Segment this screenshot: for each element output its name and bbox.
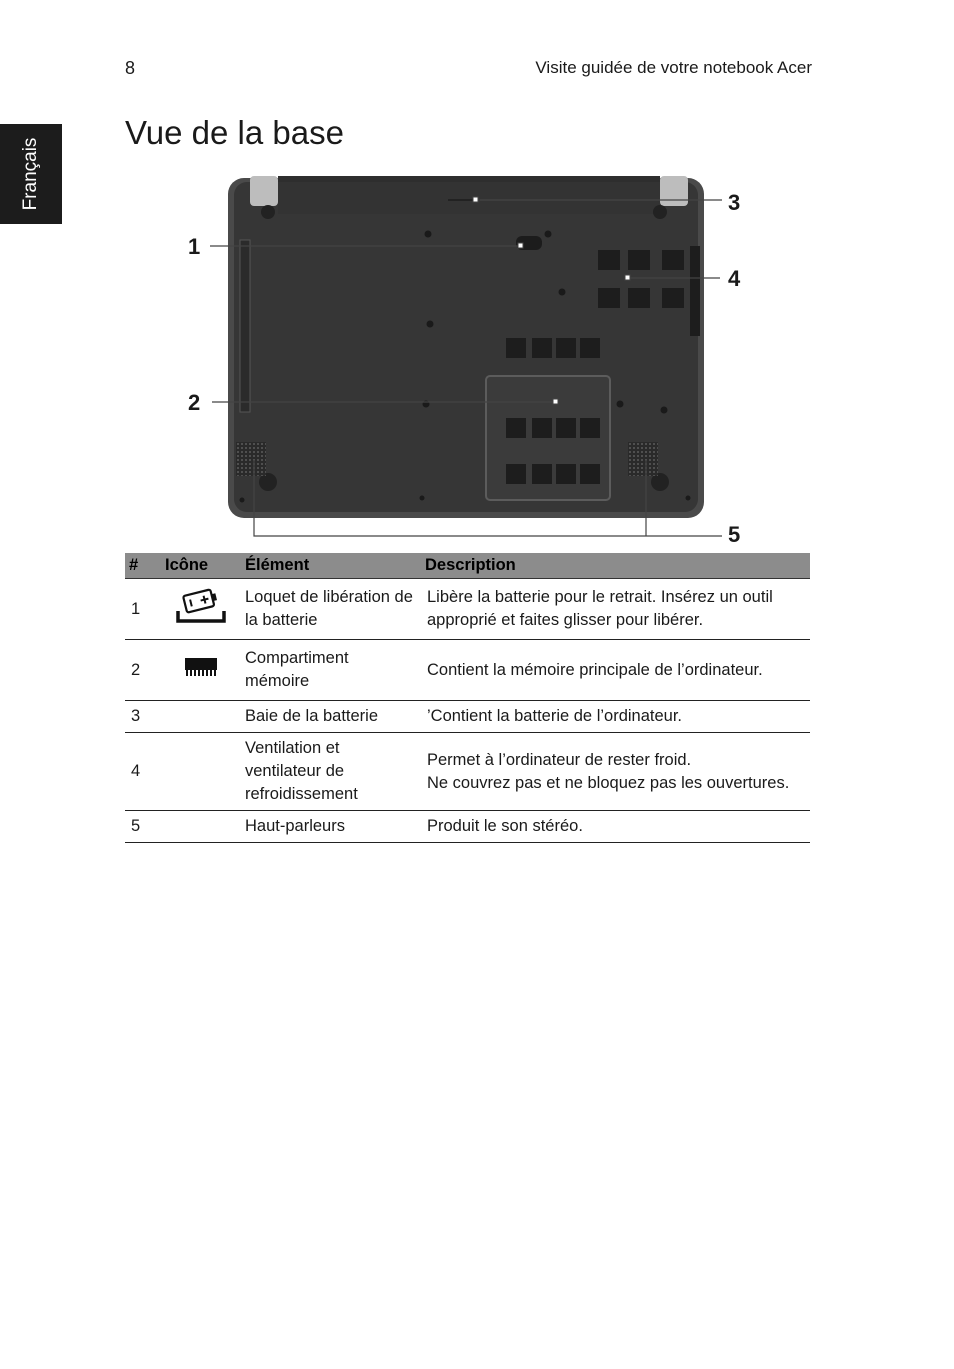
table-row <box>125 579 810 640</box>
row-description: Produit le son stéréo. <box>421 811 810 843</box>
row-number: 2 <box>125 640 161 701</box>
callout-5: 5 <box>728 522 741 547</box>
row-description: Libère la batterie pour le retrait. Insérez un outil approprié et faites glisser pour libérer. <box>421 579 810 640</box>
row-element: Loquet de libération de la batterie <box>241 579 421 640</box>
table-row <box>125 640 810 701</box>
battery-release-latch-icon <box>174 587 228 625</box>
row-icon-empty <box>161 733 241 811</box>
page-title: Vue de la base <box>125 114 344 151</box>
language-tab-label: Français <box>20 137 41 211</box>
laptop-base-illustration <box>180 170 760 550</box>
callout-4: 4 <box>728 266 741 291</box>
table-header-row <box>125 553 810 579</box>
laptop-base-figure <box>180 170 760 550</box>
table-row <box>125 733 810 811</box>
row-description: Contient la mémoire principale de l’ordinateur. <box>421 640 810 701</box>
row-number: 5 <box>125 811 161 843</box>
row-element: Ventilation et ventilateur de refroidissement <box>241 733 421 811</box>
header-element: Élément <box>241 553 421 579</box>
callout-3: 3 <box>728 190 741 215</box>
table-row <box>125 701 810 733</box>
row-element: Baie de la batterie <box>241 701 421 733</box>
header-description: Description <box>421 553 810 579</box>
table-row <box>125 811 810 843</box>
language-tab <box>0 124 62 224</box>
row-description: Permet à l’ordinateur de rester froid. Ne couvrez pas et ne bloquez pas les ouvertures. <box>421 733 810 811</box>
row-icon-empty <box>161 811 241 843</box>
header-number: # <box>125 553 161 579</box>
row-number: 1 <box>125 579 161 640</box>
running-header: Visite guidée de votre notebook Acer <box>535 58 812 77</box>
callout-2: 2 <box>188 390 201 415</box>
components-table <box>125 553 810 843</box>
row-number: 3 <box>125 701 161 733</box>
row-element: Compartiment mémoire <box>241 640 421 701</box>
row-icon-empty <box>161 701 241 733</box>
page-number: 8 <box>125 58 136 78</box>
header-icon: Icône <box>161 553 241 579</box>
row-number: 4 <box>125 733 161 811</box>
row-element: Haut-parleurs <box>241 811 421 843</box>
memory-module-icon <box>183 656 219 678</box>
row-description: ’Contient la batterie de l’ordinateur. <box>421 701 810 733</box>
callout-1: 1 <box>188 234 201 259</box>
